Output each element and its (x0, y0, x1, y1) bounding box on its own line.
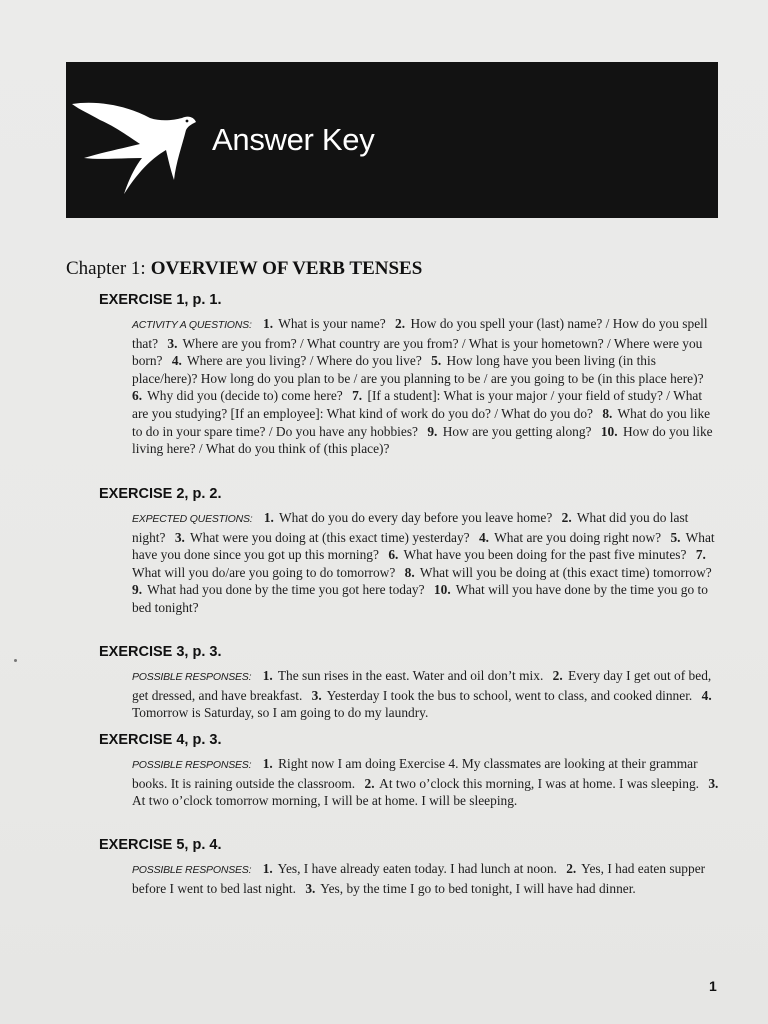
answer-type-label: ACTIVITY A QUESTIONS: (132, 319, 252, 331)
answer-number: 7. (695, 547, 706, 563)
answer-type-label: EXPECTED QUESTIONS: (132, 513, 253, 525)
exercise-answers (132, 509, 721, 617)
answer-text: What have you been doing for the past five minutes? (403, 547, 687, 563)
answer-text: Yesterday I took the bus to school, went to class, and cooked dinner. (326, 687, 693, 703)
answer-number: 6. (132, 388, 143, 404)
exercise-answers (132, 860, 721, 897)
answer-number: 1. (262, 756, 273, 771)
exercise-4-section (99, 732, 721, 810)
exercise-answers (132, 315, 721, 458)
answer-item (263, 861, 557, 876)
answer-item (132, 582, 425, 597)
answer-number: 1. (262, 668, 273, 683)
answer-text: What are you doing right now? (494, 529, 662, 545)
answer-text: Yes, I had eaten supper before I went to bed last night. (132, 861, 706, 896)
answer-text: The sun rises in the east. Water and oil don’t mix. (277, 668, 544, 683)
exercise-answers (132, 755, 721, 810)
answer-number: 1. (263, 510, 274, 525)
answer-number: 5. (431, 353, 442, 369)
answer-number: 1. (263, 316, 274, 331)
answer-item (264, 510, 552, 525)
answer-text: What will you have done by the time you go to bed tonight? (132, 582, 708, 615)
answer-number: 10. (600, 423, 618, 439)
answer-number: 6. (388, 547, 399, 563)
answer-number: 2. (364, 775, 375, 791)
answer-number: 3. (708, 775, 719, 791)
answer-text: What were you doing at (this exact time) yesterday? (190, 529, 470, 545)
answer-item (388, 547, 686, 562)
exercise-heading: EXERCISE 4, p. 3. (99, 732, 222, 748)
answer-number: 2. (561, 510, 572, 525)
swallow-bird-icon (70, 100, 206, 196)
answer-text: What have you done since you got up this morning? (132, 529, 715, 563)
chapter-title: OVERVIEW OF VERB TENSES (150, 258, 423, 279)
answer-number: 7. (352, 388, 363, 404)
answer-item (365, 776, 699, 791)
answer-number: 5. (670, 529, 681, 545)
answer-number: 2. (395, 316, 406, 331)
answer-text: How are you getting along? (442, 423, 592, 439)
answer-number: 8. (404, 564, 415, 580)
exercise-heading: EXERCISE 5, p. 4. (99, 837, 222, 853)
answer-number: 1. (262, 861, 273, 876)
answer-number: 4. (171, 353, 182, 369)
answer-item (172, 353, 422, 368)
exercise-answers (132, 667, 721, 722)
answer-item (305, 881, 635, 896)
answer-number: 3. (311, 687, 322, 703)
answer-text: Why did you (decide to) come here? (147, 388, 343, 404)
answer-text: Yes, I have already eaten today. I had lunch at noon. (277, 861, 557, 876)
answer-text: What is your name? (278, 316, 386, 331)
answer-item (405, 565, 712, 580)
answer-text: Tomorrow is Saturday, so I am going to do my laundry. (132, 705, 429, 721)
answer-text: Yes, by the time I go to bed tonight, I will have had dinner. (320, 880, 636, 896)
exercise-heading: EXERCISE 1, p. 1. (99, 292, 222, 308)
answer-item (263, 316, 386, 331)
answer-text: Where are you from? / What country are you from? / What is your hometown? / Where were you born? (132, 335, 703, 369)
answer-number: 10. (433, 582, 451, 598)
answer-item (263, 668, 544, 683)
answer-text: How long have you been living (in this place/here)? How long do you plan to be / are you planning to be / are you going to be (in this place here)? (132, 353, 704, 386)
answer-number: 4. (478, 529, 490, 545)
answer-item (132, 388, 343, 403)
answer-number: 4. (701, 687, 712, 703)
answer-text: What do you like to do in your spare time? / Do you have any hobbies? (132, 405, 711, 439)
answer-text: How do you spell your (last) name? / How do you spell that? (132, 316, 708, 351)
answer-number: 8. (602, 405, 613, 421)
answer-item (175, 530, 470, 545)
answer-text: Every day I get out of bed, get dressed, and have breakfast. (132, 668, 712, 703)
answer-number: 9. (427, 423, 438, 439)
answer-text: At two o’clock this morning, I was at home. I was sleeping. (379, 775, 699, 791)
answer-item (427, 424, 591, 439)
answer-number: 3. (174, 529, 185, 545)
chapter-label: Chapter 1: (66, 258, 146, 279)
answer-text: What do you do every day before you leave home? (279, 510, 553, 525)
answer-item (312, 688, 693, 703)
exercise-heading: EXERCISE 2, p. 2. (99, 486, 222, 502)
answer-type-label: POSSIBLE RESPONSES: (132, 671, 252, 683)
page-number: 1 (709, 978, 717, 994)
answer-number: 2. (552, 668, 563, 683)
answer-text: Right now I am doing Exercise 4. My classmates are looking at their grammar books. It is raining outside the classroom. (132, 756, 698, 791)
answer-number: 3. (167, 335, 178, 351)
exercise-5-section (99, 837, 721, 897)
answer-type-label: POSSIBLE RESPONSES: (132, 864, 252, 876)
scan-speck (14, 659, 17, 662)
answer-number: 3. (305, 880, 316, 896)
banner-title: Answer Key (212, 122, 375, 157)
answer-item (479, 530, 661, 545)
answer-text: What will you be doing at (this exact time) tomorrow? (419, 564, 712, 580)
answer-text: At two o’clock tomorrow morning, I will be at home. I will be sleeping. (132, 793, 518, 809)
answer-type-label: POSSIBLE RESPONSES: (132, 759, 252, 771)
answer-text: Where are you living? / Where do you live? (187, 353, 422, 369)
answer-number: 2. (566, 861, 577, 876)
answer-key-banner (66, 62, 718, 218)
exercise-heading: EXERCISE 3, p. 3. (99, 644, 222, 660)
answer-text: What had you done by the time you got here today? (147, 582, 425, 598)
exercise-2-section (99, 486, 721, 617)
exercise-3-section (99, 644, 721, 722)
answer-number: 9. (132, 582, 143, 598)
answer-text: How do you like living here? / What do you think of (this place)? (132, 423, 713, 457)
answer-text: [If a student]: What is your major / your field of study? / What are you studying? [If an employee]: What kind of work do you do? / What do you do? (132, 388, 703, 421)
answer-text: What did you do last night? (132, 510, 689, 545)
exercise-1-section (99, 292, 721, 458)
answer-text: What will you do/are you going to do tomorrow? (132, 564, 396, 580)
chapter-heading (66, 258, 422, 280)
